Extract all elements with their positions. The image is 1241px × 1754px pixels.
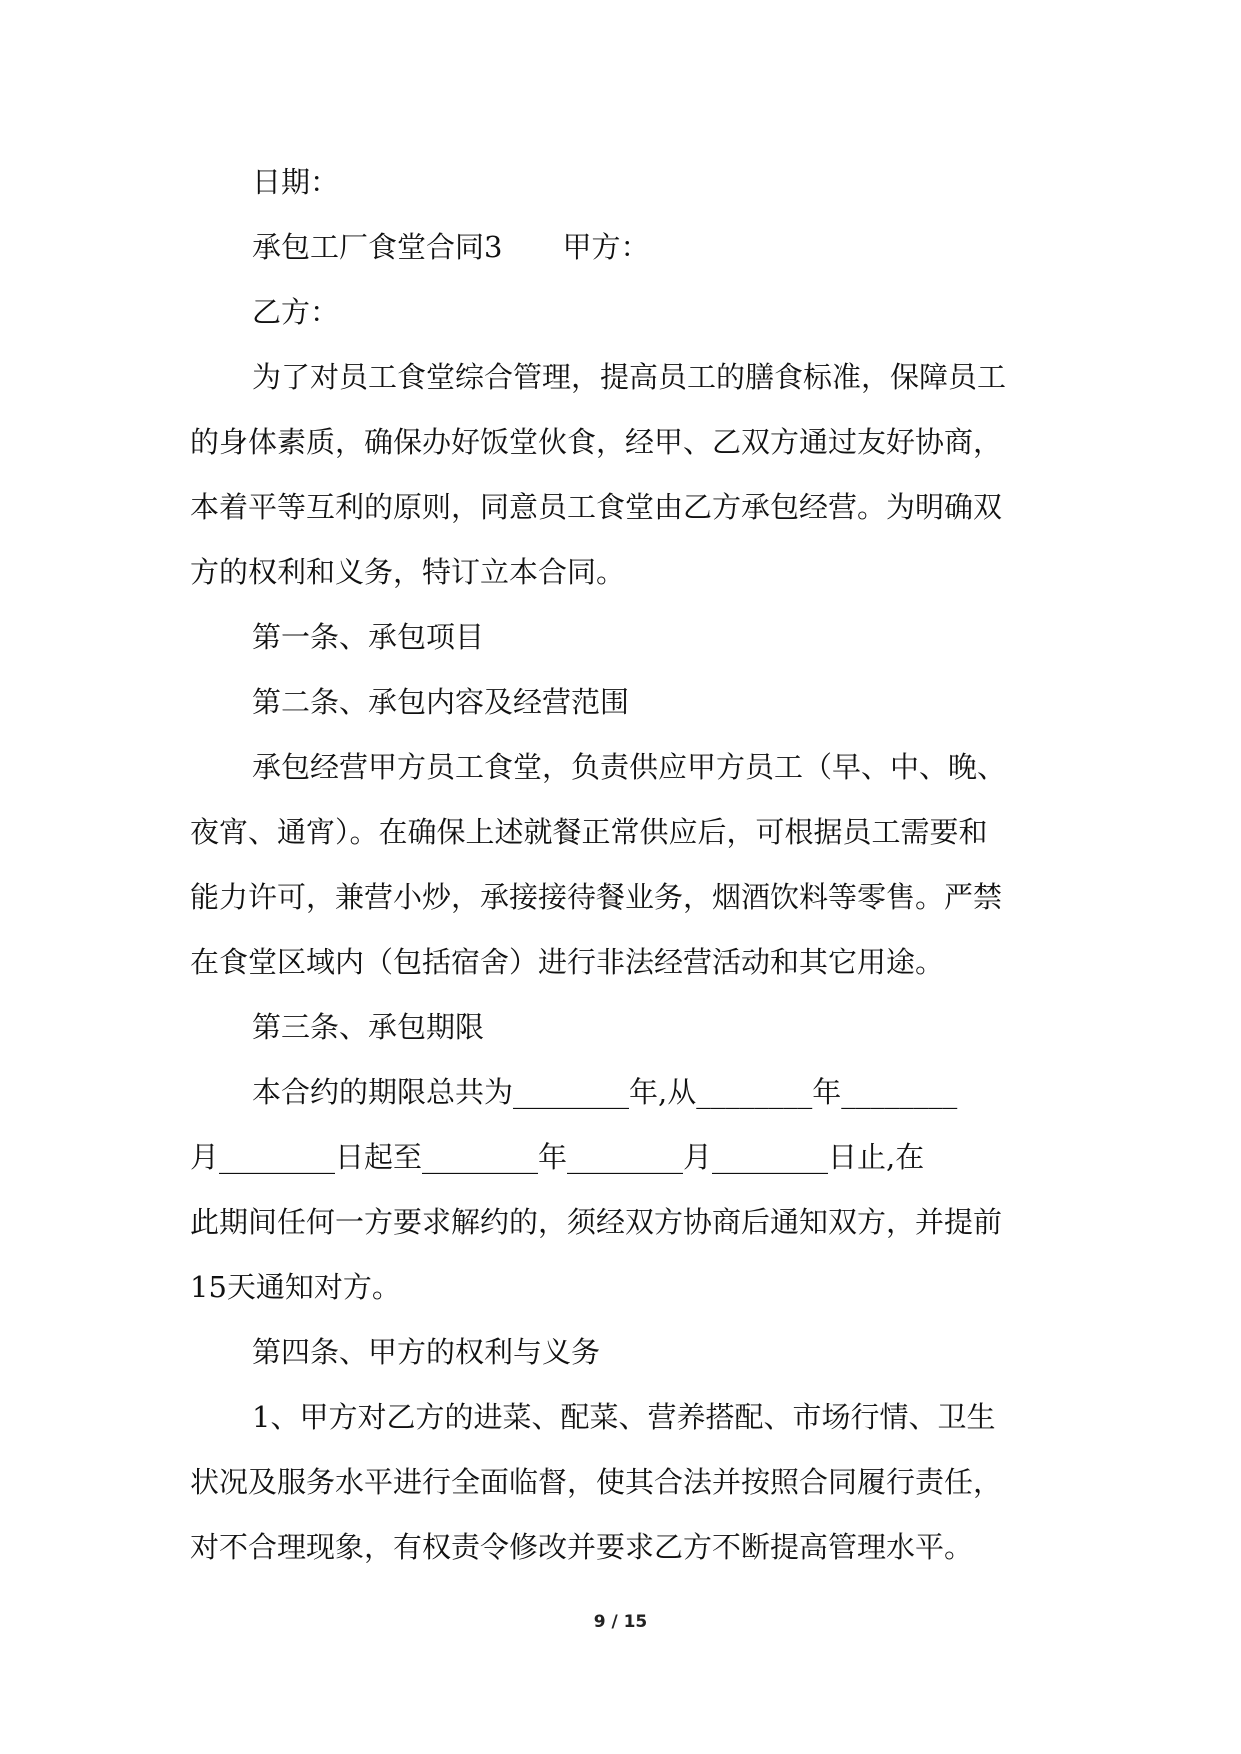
contract-title: 承包工厂食堂合同3 [252, 230, 503, 264]
page-number: 9 / 15 [593, 1612, 648, 1632]
date-line: 日期： [252, 165, 340, 199]
paragraph-line: 在食堂区域内（包括宿舍）进行非法经营活动和其它用途。 [190, 945, 945, 979]
paragraph-line: 月________日起至________年________月________日止,在 [190, 1140, 925, 1174]
paragraph-line: 为了对员工食堂综合管理，提高员工的膳食标准，保障员工 [252, 360, 1007, 394]
paragraph-line: 的身体素质，确保办好饭堂伙食，经甲、乙双方通过友好协商， [190, 425, 1003, 459]
document-body [190, 150, 1070, 1580]
article-heading: 第一条、承包项目 [252, 620, 485, 654]
paragraph-line: 能力许可，兼营小炒，承接接待餐业务，烟酒饮料等零售。严禁 [190, 880, 1003, 914]
paragraph-line: 对不合理现象，有权责令修改并要求乙方不断提高管理水平。 [190, 1530, 974, 1564]
article-heading: 第三条、承包期限 [252, 1010, 485, 1044]
paragraph-line: 1、甲方对乙方的进菜、配菜、营养搭配、市场行情、卫生 [252, 1400, 996, 1434]
paragraph-line: 15天通知对方。 [190, 1270, 401, 1304]
article-heading: 第四条、甲方的权利与义务 [252, 1335, 601, 1369]
paragraph-line: 方的权利和义务，特订立本合同。 [190, 555, 626, 589]
paragraph-line: 此期间任何一方要求解约的，须经双方协商后通知双方，并提前 [190, 1205, 1003, 1239]
paragraph-line: 本合约的期限总共为________年,从________年________ [252, 1075, 958, 1109]
paragraph-line: 状况及服务水平进行全面临督，使其合法并按照合同履行责任， [190, 1465, 1003, 1499]
contract-title-line [190, 215, 1070, 280]
paragraph-line: 夜宵、通宵）。在确保上述就餐正常供应后，可根据员工需要和 [190, 815, 988, 849]
party-a-label: 甲方： [562, 230, 650, 264]
article-heading: 第二条、承包内容及经营范围 [252, 685, 630, 719]
party-b-line: 乙方： [252, 295, 340, 329]
paragraph-line: 承包经营甲方员工食堂，负责供应甲方员工（早、中、晚、 [252, 750, 1007, 784]
paragraph-line: 本着平等互利的原则，同意员工食堂由乙方承包经营。为明确双 [190, 490, 1003, 524]
